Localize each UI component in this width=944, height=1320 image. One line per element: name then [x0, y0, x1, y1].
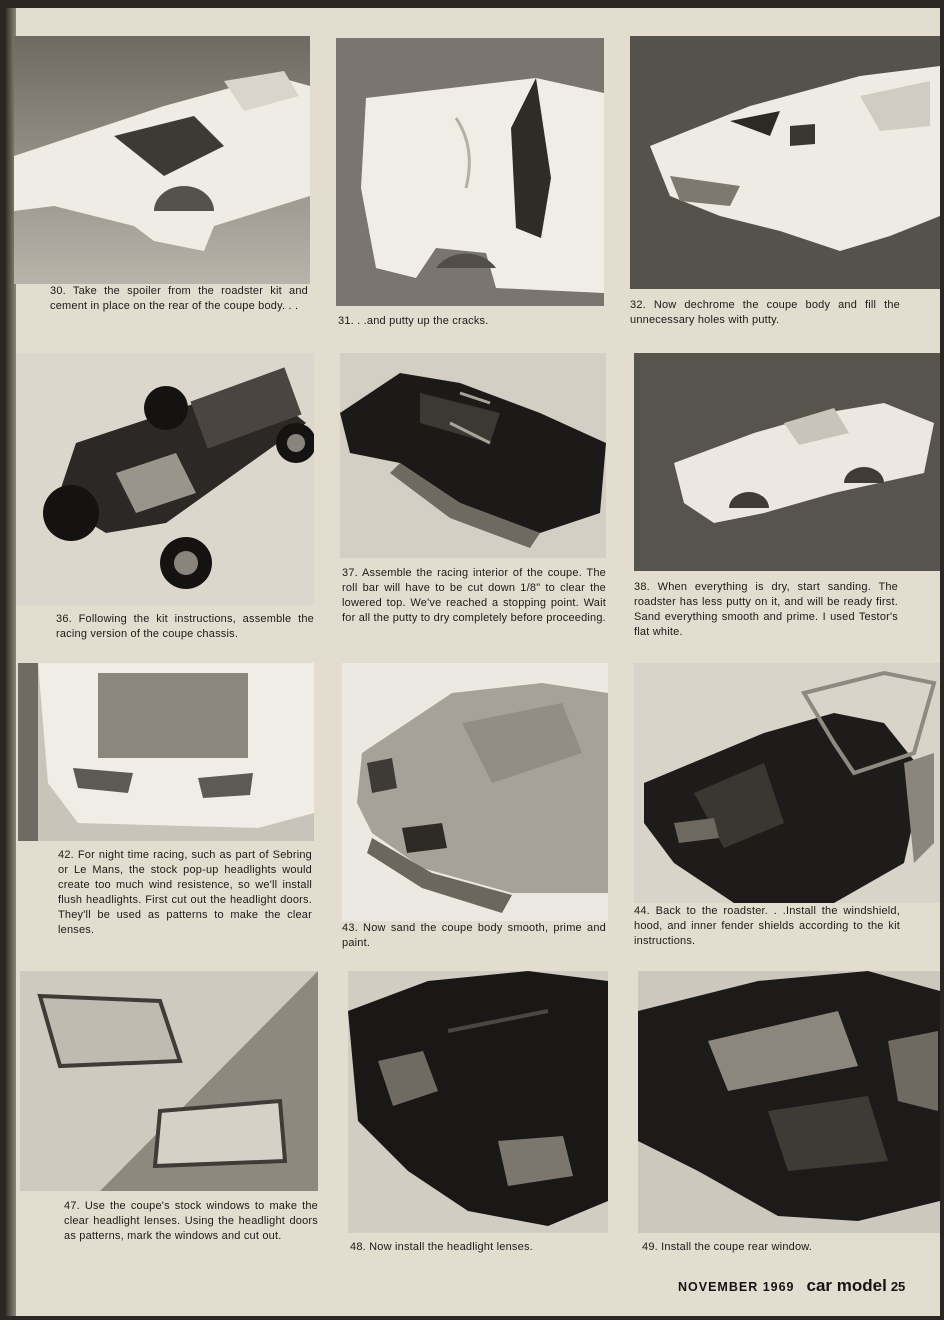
caption-step-31: 31. . .and putty up the cracks.	[338, 315, 489, 327]
magazine-page	[6, 8, 940, 1316]
caption-step-30: 30. Take the spoiler from the roadster kit and cement in place on the rear of the coupe body. . .	[50, 285, 308, 312]
caption-step-36: 36. Following the kit instructions, assemble the racing version of the coupe chassis.	[56, 613, 314, 640]
photo-step-32	[630, 36, 940, 289]
caption-step-42: 42. For night time racing, such as part of Sebring or Le Mans, the stock pop-up headlights would create too much wind resistence, so we'll install flush headlights. First cut out the headlight doors. They'll be used as patterns to make the clear lenses.	[58, 849, 312, 936]
magazine-name: car model	[806, 1276, 887, 1295]
caption-step-43: 43. Now sand the coupe body smooth, prime and paint.	[342, 922, 606, 949]
caption-step-44: 44. Back to the roadster. . .Install the windshield, hood, and inner fender shields according to the kit instructions.	[634, 905, 900, 947]
photo-step-30	[14, 36, 310, 284]
caption-step-47: 47. Use the coupe's stock windows to make the clear headlight lenses. Using the headlight doors as patterns, mark the windows and cut out.	[64, 1200, 318, 1242]
photo-step-36	[16, 353, 314, 605]
caption-step-38: 38. When everything is dry, start sanding. The roadster has less putty on it, and will be ready first. Sand everything smooth and prime. I used Testor's flat white.	[634, 581, 898, 638]
photo-step-42	[18, 663, 314, 841]
photo-step-31	[336, 38, 604, 306]
photo-step-37	[340, 353, 606, 558]
photo-step-38	[634, 353, 940, 571]
page-number: 25	[890, 1279, 906, 1294]
photo-step-49	[638, 971, 940, 1233]
photo-step-44	[634, 663, 940, 903]
caption-step-37: 37. Assemble the racing interior of the coupe. The roll bar will have to be cut down 1/8" to clear the lowered top. We've reached a stopping point. Wait for all the putty to dry completely before proceeding.	[342, 567, 606, 624]
photo-step-48	[348, 971, 608, 1233]
photo-step-43	[342, 663, 608, 921]
caption-step-49: 49. Install the coupe rear window.	[642, 1241, 813, 1253]
caption-step-32: 32. Now dechrome the coupe body and fill the unnecessary holes with putty.	[630, 299, 900, 326]
photo-step-47	[20, 971, 318, 1191]
issue-date: NOVEMBER 1969	[678, 1280, 795, 1294]
page-footer	[678, 1276, 918, 1300]
caption-step-48: 48. Now install the headlight lenses.	[350, 1241, 533, 1253]
